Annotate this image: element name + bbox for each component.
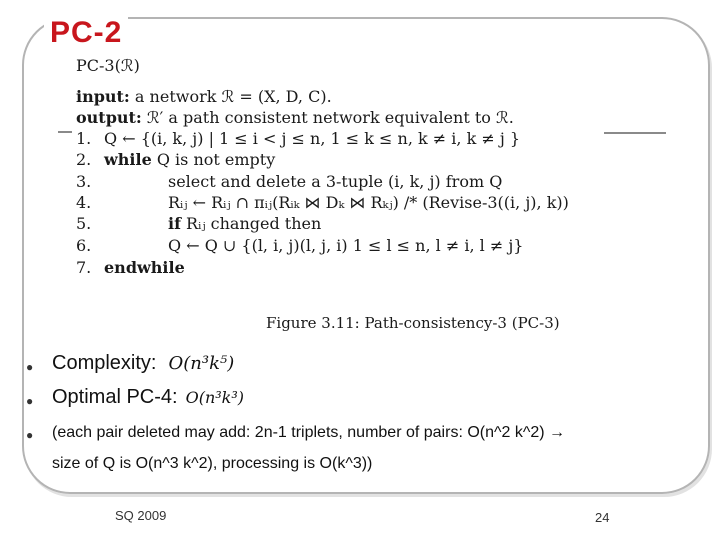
bullet-icon: ● [26,360,34,374]
bullet-optimal [52,386,244,409]
line-number: 1. [76,129,92,148]
page-number: 24 [595,510,610,525]
algorithm-line-5 [76,214,321,233]
algorithm-line-6 [76,236,523,255]
figure-caption: Figure 3.11: Path-consistency-3 (PC-3) [266,314,560,332]
algorithm-line-1 [76,129,520,148]
line-number: 7. [76,258,92,277]
input-keyword: input: [76,87,130,106]
bullet-icon: ● [26,428,34,442]
complexity-label: Complexity: [52,352,157,374]
line-text: Q is not empty [151,150,276,169]
line-number: 2. [76,150,92,169]
line-number: 3. [76,172,92,191]
optimal-math: O(n³k³) [185,388,245,407]
algorithm-output [76,108,514,127]
decorative-dash-right [604,132,666,134]
bullet-note-line-1: (each pair deleted may add: 2n-1 triplets, number of pairs: O(n^2 k^2) → [52,424,566,441]
input-text: a network ℛ = (X, D, C). [129,87,332,106]
algorithm-line-2 [76,150,275,169]
bullet-complexity [52,352,234,375]
line-text: select and delete a 3-tuple (i, k, j) from Q [168,172,503,191]
bullet-note-line-2: size of Q is O(n^3 k^2), processing is O(k^3)) [52,455,373,472]
complexity-math: O(n³k⁵) [168,353,235,374]
algorithm-figure [70,56,590,346]
line-number: 4. [76,193,92,212]
output-keyword: output: [76,108,142,127]
bullet-icon: ● [26,394,34,408]
output-text: ℛ′ a path consistent network equivalent to ℛ. [141,108,514,127]
line-keyword: while [104,150,152,169]
line-text: Rᵢⱼ ← Rᵢⱼ ∩ πᵢⱼ(Rᵢₖ ⋈ Dₖ ⋈ Rₖⱼ) /* (Revise-3((i, j), k)) [168,193,569,212]
algorithm-line-3 [76,172,502,191]
algorithm-input [76,87,332,106]
line-number: 6. [76,236,92,255]
optimal-label: Optimal PC-4: [52,386,178,408]
algorithm-line-4 [76,193,569,212]
line-number: 5. [76,214,92,233]
slide-title: PC-2 [44,16,128,50]
line-text: Q ← Q ∪ {(l, i, j)(l, j, i) 1 ≤ l ≤ n, l ≠ i, l ≠ j} [168,236,524,255]
algorithm-line-7 [76,258,185,277]
footer-label: SQ 2009 [115,508,167,523]
line-text: Q ← {(i, k, j) | 1 ≤ i < j ≤ n, 1 ≤ k ≤ n, k ≠ i, k ≠ j } [104,129,521,148]
algorithm-header: PC-3(ℛ) [76,56,140,75]
line-keyword: if [168,214,181,233]
line-text: Rᵢⱼ changed then [180,214,322,233]
line-keyword: endwhile [104,258,185,277]
